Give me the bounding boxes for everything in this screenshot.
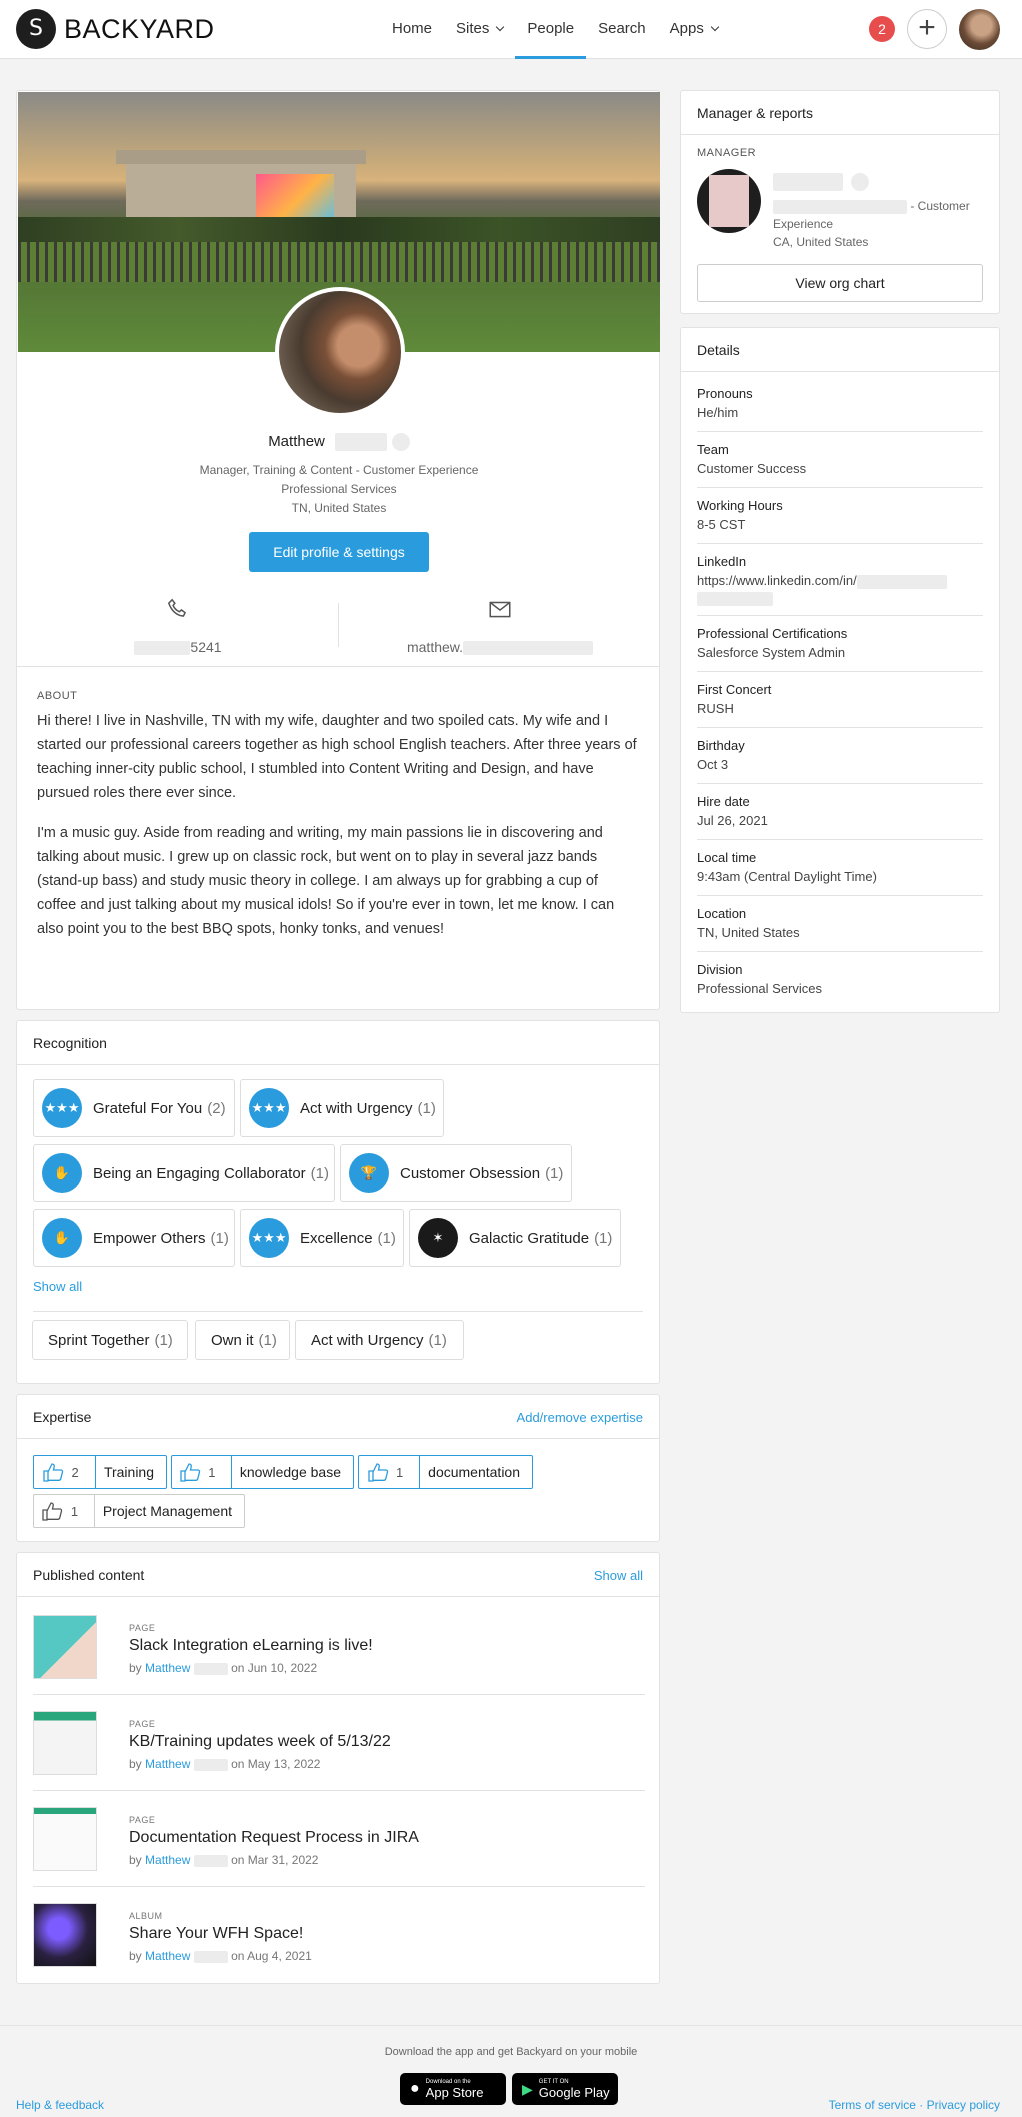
thumbs-up-icon[interactable] — [172, 1456, 208, 1488]
detail-value: 8-5 CST — [697, 517, 746, 532]
detail-value: Jul 26, 2021 — [697, 813, 768, 828]
detail-divider — [697, 727, 983, 728]
content-date: on Aug 4, 2021 — [231, 1949, 312, 1963]
footer-links: Terms of service · Privacy policy — [828, 2098, 1000, 2112]
badge-count: (1) — [377, 1229, 396, 1247]
author-link[interactable]: Matthew — [145, 1949, 191, 1963]
manager-avatar-redacted — [709, 175, 749, 227]
detail-label: Hire date — [697, 794, 750, 809]
small-badge-count: (1) — [154, 1331, 173, 1349]
clapping-hands-icon: ✋ — [42, 1153, 82, 1193]
author-redacted — [194, 1855, 228, 1867]
small-badge-name: Sprint Together — [48, 1331, 150, 1349]
badge-count: (1) — [417, 1099, 436, 1117]
item-divider — [33, 1790, 645, 1791]
phone-icon — [165, 596, 191, 622]
detail-label: Location — [697, 906, 747, 921]
main-nav — [380, 0, 730, 59]
detail-value: He/him — [697, 405, 739, 420]
recognition-show-all[interactable]: Show all — [33, 1279, 83, 1294]
pronunciation-icon[interactable] — [851, 173, 869, 191]
content-thumbnail[interactable] — [33, 1711, 97, 1775]
by-label: by — [129, 1661, 142, 1675]
content-title[interactable]: Slack Integration eLearning is live! — [129, 1637, 373, 1654]
logo-icon[interactable] — [16, 9, 56, 49]
endorsement-count: 2 — [71, 1464, 79, 1480]
details-title: Details — [697, 342, 740, 358]
small-badge-act-with-urgency[interactable] — [295, 1320, 464, 1360]
thumbs-up-icon[interactable] — [34, 1495, 71, 1527]
detail-value: Professional Services — [697, 981, 822, 996]
profile-card — [16, 90, 660, 1010]
badge-name: Excellence — [300, 1229, 373, 1247]
nav-search-label: Search — [598, 20, 646, 37]
published-item[interactable] — [33, 1807, 645, 1871]
badge-count: (1) — [545, 1164, 564, 1182]
view-org-chart-button[interactable]: View org chart — [697, 264, 983, 302]
email-contact[interactable] — [339, 596, 661, 655]
chevron-down-icon — [711, 23, 719, 31]
published-item[interactable] — [33, 1711, 645, 1775]
content-type: PAGE — [129, 1719, 156, 1729]
expertise-tag-knowledge-base[interactable] — [171, 1455, 354, 1489]
app-store-button[interactable] — [400, 2073, 506, 2105]
profile-title: Manager, Training & Content - Customer Experience — [199, 463, 479, 477]
google-play-button[interactable] — [512, 2073, 618, 2105]
page-footer — [0, 2025, 1022, 2117]
detail-pronouns — [697, 386, 983, 420]
galaxy-star-icon: ✶ — [418, 1218, 458, 1258]
badge-engaging-collaborator[interactable] — [33, 1144, 335, 1202]
privacy-link[interactable]: Privacy policy — [926, 2098, 1000, 2112]
badge-name: Being an Engaging Collaborator — [93, 1164, 306, 1182]
manager-title — [773, 199, 970, 214]
edit-profile-button[interactable]: Edit profile & settings — [249, 532, 429, 572]
content-thumbnail[interactable] — [33, 1807, 97, 1871]
badge-name: Customer Obsession — [400, 1164, 541, 1182]
manager-divider — [681, 134, 999, 135]
expertise-label: Training — [95, 1456, 166, 1488]
detail-divider — [697, 671, 983, 672]
published-divider — [17, 1596, 659, 1597]
badge-galactic-gratitude[interactable] — [409, 1209, 621, 1267]
published-show-all[interactable]: Show all — [593, 1568, 643, 1583]
small-badge-sprint-together[interactable] — [32, 1320, 188, 1360]
detail-label: Division — [697, 962, 743, 977]
add-remove-expertise-link[interactable]: Add/remove expertise — [516, 1410, 643, 1425]
badge-empower-others[interactable] — [33, 1209, 235, 1267]
manager-title-suffix: - Customer — [910, 199, 970, 213]
content-meta — [129, 1757, 320, 1771]
content-type: ALBUM — [129, 1911, 163, 1921]
manager-title-redacted — [773, 200, 907, 214]
by-label: by — [129, 1853, 142, 1867]
published-item[interactable] — [33, 1903, 645, 1967]
about-divider — [17, 666, 659, 667]
detail-local-time — [697, 850, 983, 884]
footer-tagline: Download the app and get Backyard on your mobile — [384, 2046, 638, 2058]
expertise-label: knowledge base — [231, 1456, 353, 1488]
google-play-label: Google Play — [538, 2084, 610, 2100]
manager-avatar[interactable] — [697, 169, 761, 233]
detail-birthday — [697, 738, 983, 772]
detail-divider — [697, 487, 983, 488]
linkedin-redacted — [857, 575, 947, 589]
expertise-tag-documentation[interactable] — [358, 1455, 533, 1489]
small-badge-name: Own it — [211, 1331, 254, 1349]
badge-count: (1) — [210, 1229, 229, 1247]
details-divider — [681, 371, 999, 372]
content-meta — [129, 1661, 317, 1675]
stars-icon: ★★★ — [42, 1088, 82, 1128]
email-address: matthew. — [406, 639, 464, 655]
recognition-divider — [33, 1311, 643, 1312]
notification-badge[interactable]: 2 — [869, 16, 895, 42]
plus-icon: + — [918, 11, 936, 44]
user-avatar[interactable] — [959, 9, 1000, 50]
detail-divider — [697, 951, 983, 952]
nav-apps-label: Apps — [669, 20, 704, 37]
author-link[interactable]: Matthew — [145, 1661, 191, 1675]
badge-customer-obsession[interactable] — [340, 1144, 572, 1202]
manager-label: MANAGER — [697, 147, 757, 159]
thumbs-up-icon[interactable] — [359, 1456, 396, 1488]
item-divider — [33, 1694, 645, 1695]
badge-grateful-for-you[interactable] — [33, 1079, 235, 1137]
badge-name: Galactic Gratitude — [469, 1229, 590, 1247]
manager-title-line2: Experience — [773, 217, 834, 231]
nav-sites-label: Sites — [456, 20, 490, 37]
small-badge-count: (1) — [428, 1331, 447, 1349]
detail-value: Oct 3 — [697, 757, 729, 772]
phone-number: 5241 — [190, 639, 222, 655]
chevron-down-icon — [496, 23, 504, 31]
content-type: PAGE — [129, 1815, 156, 1825]
phone-contact[interactable] — [17, 596, 339, 655]
phone-redacted — [134, 641, 190, 655]
recognition-header-divider — [17, 1064, 659, 1065]
expertise-tag-training[interactable] — [33, 1455, 167, 1489]
clapping-hands-icon: ✋ — [42, 1218, 82, 1258]
nav-home[interactable] — [380, 0, 444, 59]
expertise-card — [16, 1394, 660, 1542]
detail-divider — [697, 783, 983, 784]
by-label: by — [129, 1757, 142, 1771]
content-type: PAGE — [129, 1623, 156, 1633]
profile-department: Professional Services — [281, 482, 397, 496]
pronunciation-icon[interactable] — [392, 433, 410, 451]
google-play-small: GET IT ON — [538, 2078, 569, 2085]
brand-name[interactable]: BACKYARD — [64, 14, 215, 44]
detail-value: TN, United States — [697, 925, 800, 940]
trophy-icon: 🏆 — [349, 1153, 389, 1193]
detail-division — [697, 962, 983, 996]
details-card — [680, 327, 1000, 1013]
detail-linkedin — [697, 554, 983, 606]
by-label: by — [129, 1949, 142, 1963]
badge-name: Grateful For You — [93, 1099, 203, 1117]
expertise-label: Project Management — [94, 1495, 244, 1527]
about-paragraph-1: Hi there! I live in Nashville, TN with my wife, daughter and two spoiled cats. My wife and I started our professional careers together as high school English teachers. After three years of teaching inner-city public school, I stumbled into Content Writing and Design, and have pursued roles there ever since. — [37, 713, 637, 801]
detail-working-hours — [697, 498, 983, 532]
item-divider — [33, 1886, 645, 1887]
badge-excellence[interactable] — [240, 1209, 404, 1267]
detail-divider — [697, 431, 983, 432]
content-meta — [129, 1949, 312, 1963]
badge-count: (2) — [207, 1099, 226, 1117]
detail-value: Customer Success — [697, 461, 807, 476]
small-badge-own-it[interactable] — [195, 1320, 290, 1360]
content-thumbnail[interactable] — [33, 1615, 97, 1679]
badge-name: Empower Others — [93, 1229, 206, 1247]
detail-divider — [697, 543, 983, 544]
author-redacted — [194, 1663, 228, 1675]
detail-value: 9:43am (Central Daylight Time) — [697, 869, 877, 884]
detail-hire-date — [697, 794, 983, 828]
badge-count: (1) — [310, 1164, 329, 1182]
author-link[interactable]: Matthew — [145, 1757, 191, 1771]
nav-apps[interactable] — [658, 0, 730, 59]
content-title[interactable]: KB/Training updates week of 5/13/22 — [129, 1733, 391, 1750]
expertise-label: documentation — [419, 1456, 532, 1488]
app-store-small: Download on the — [425, 2078, 471, 2085]
detail-first-concert — [697, 682, 983, 716]
nav-people[interactable] — [515, 0, 586, 59]
detail-label: Professional Certifications — [697, 626, 848, 641]
detail-label: Working Hours — [697, 498, 783, 513]
published-item[interactable] — [33, 1615, 645, 1679]
endorsement-count: 1 — [70, 1503, 79, 1519]
author-redacted — [194, 1951, 228, 1963]
detail-label: Team — [697, 442, 729, 457]
manager-card-title: Manager & reports — [697, 105, 813, 121]
content-date: on Mar 31, 2022 — [231, 1853, 319, 1867]
detail-label: Pronouns — [697, 386, 753, 401]
detail-label: First Concert — [697, 682, 772, 697]
manager-name-redacted — [773, 173, 843, 191]
endorsement-count: 1 — [208, 1464, 216, 1480]
small-badge-name: Act with Urgency — [311, 1331, 424, 1349]
published-content-title: Published content — [33, 1567, 145, 1583]
create-button[interactable] — [907, 9, 947, 49]
manager-location: CA, United States — [773, 235, 869, 249]
profile-location: TN, United States — [291, 501, 387, 515]
stars-icon: ★★★ — [249, 1218, 289, 1258]
nav-search[interactable] — [586, 0, 658, 59]
email-redacted — [463, 641, 593, 655]
content-date: on Jun 10, 2022 — [231, 1661, 318, 1675]
linkedin-url[interactable]: https://www.linkedin.com/in/ — [697, 573, 857, 588]
cover-crowd — [18, 242, 660, 282]
detail-divider — [697, 839, 983, 840]
content-date: on May 13, 2022 — [231, 1757, 321, 1771]
profile-avatar[interactable] — [275, 287, 405, 417]
top-navigation-bar — [0, 0, 1022, 59]
linkedin-redacted-line2 — [697, 592, 773, 606]
logo-letter: S — [29, 16, 43, 41]
expertise-title: Expertise — [33, 1409, 92, 1425]
detail-divider — [697, 615, 983, 616]
author-link[interactable]: Matthew — [145, 1853, 191, 1867]
detail-label: Birthday — [697, 738, 745, 753]
profile-name: Matthew — [268, 433, 325, 451]
recognition-title: Recognition — [33, 1035, 107, 1051]
apple-icon: ● — [410, 2080, 420, 2097]
about-label: ABOUT — [37, 690, 78, 702]
about-paragraph-2: I'm a music guy. Aside from reading and writing, my main passions lie in discovering and talking about music. I grew up on classic rock, but went on to play in several jazz bands (stand-up bass) and study music theory in college. I am always up for grabbing a cup of coffee and just talking about my musical idols! So if you're ever in town, let me know. I can also point you to the best BBQ spots, honky tonks, and venues! — [37, 825, 615, 937]
author-redacted — [194, 1759, 228, 1771]
manager-card — [680, 90, 1000, 314]
detail-label: LinkedIn — [697, 554, 747, 569]
google-play-icon: ▶ — [522, 2080, 533, 2097]
nav-home-label: Home — [392, 20, 433, 37]
badge-count: (1) — [594, 1229, 613, 1247]
content-title[interactable]: Share Your WFH Space! — [129, 1925, 304, 1942]
badge-act-with-urgency[interactable] — [240, 1079, 444, 1137]
thumbs-up-icon[interactable] — [34, 1456, 72, 1488]
stars-icon: ★★★ — [249, 1088, 289, 1128]
expertise-divider — [17, 1438, 659, 1439]
help-feedback-link[interactable]: Help & feedback — [16, 2098, 105, 2112]
content-meta — [129, 1853, 318, 1867]
content-title[interactable]: Documentation Request Process in JIRA — [129, 1829, 419, 1846]
published-content-card — [16, 1552, 660, 1984]
detail-team — [697, 442, 983, 476]
expertise-tag-project-management[interactable] — [33, 1494, 245, 1528]
content-thumbnail[interactable] — [33, 1903, 97, 1967]
detail-value: Salesforce System Admin — [697, 645, 846, 660]
endorsement-count: 1 — [396, 1464, 404, 1480]
nav-people-label: People — [527, 20, 575, 37]
terms-link[interactable]: Terms of service — [828, 2098, 916, 2112]
detail-divider — [697, 895, 983, 896]
manager-name[interactable] — [773, 173, 869, 191]
nav-sites[interactable] — [444, 0, 515, 59]
small-badge-count: (1) — [258, 1331, 277, 1349]
detail-value: RUSH — [697, 701, 734, 716]
detail-certifications — [697, 626, 983, 660]
detail-location — [697, 906, 983, 940]
app-store-label: App Store — [425, 2084, 484, 2100]
detail-label: Local time — [697, 850, 757, 865]
name-redacted — [335, 433, 387, 451]
badge-name: Act with Urgency — [300, 1099, 413, 1117]
mail-icon — [487, 596, 513, 622]
